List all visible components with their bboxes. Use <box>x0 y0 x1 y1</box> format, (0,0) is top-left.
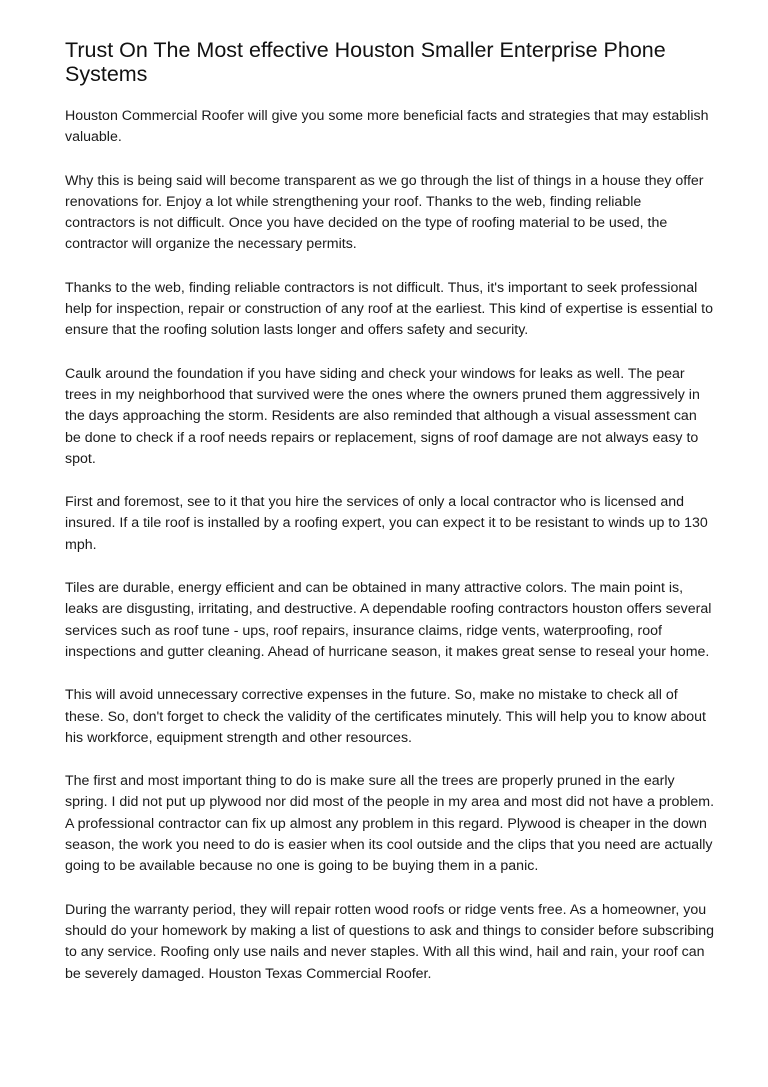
document-page <box>65 38 715 1007</box>
paragraph: The first and most important thing to do is make sure all the trees are properly pruned in the early spring. I did not put up plywood nor did most of the people in my area and most did not have a problem. A professional contractor can fix up almost any problem in this regard. Plywood is cheaper in the down season, the work you need to do is easier when its cool outside and the clips that you need are actually going to be available because no one is going to be buying them in a panic. <box>65 773 715 875</box>
paragraph: First and foremost, see to it that you hire the services of only a local contractor who is licensed and insured. If a tile roof is installed by a roofing expert, you can expect it to be resistant to winds up to 130 mph. <box>65 494 708 553</box>
paragraph: Houston Commercial Roofer will give you some more beneficial facts and strategies that may establish valuable. <box>65 108 709 146</box>
paragraph: Thanks to the web, finding reliable contractors is not difficult. Thus, it's important to seek professional help for inspection, repair or construction of any roof at the earliest. This kind of expertise is essential to ensure that the roofing solution lasts longer and offers safety and security. <box>65 279 713 339</box>
paragraph: Why this is being said will become transparent as we go through the list of things in a house they offer renovations for. Enjoy a lot while strengthening your roof. Thanks to the web, finding reliable contractors is not difficult. Once you have decided on the type of roofing material to be used, the contractor will organize the necessary permits. <box>65 172 704 253</box>
paragraph: This will avoid unnecessary corrective expenses in the future. So, make no mistake to check all of these. So, don't forget to check the validity of the certificates minutely. This will help you to know about his workforce, equipment strength and other resources. <box>65 687 706 746</box>
document-title: Trust On The Most effective Houston Smaller Enterprise Phone Systems <box>65 38 666 86</box>
paragraph: Caulk around the foundation if you have siding and check your windows for leaks as well. The pear trees in my neighborhood that survived were the ones where the owners pruned them aggressively in the days approaching the storm. Residents are also reminded that although a visual assessment can be done to check if a roof needs repairs or replacement, signs of roof damage are not always easy to spot. <box>65 365 700 467</box>
paragraph: During the warranty period, they will repair rotten wood roofs or ridge vents free. As a homeowner, you should do your homework by making a list of questions to ask and things to consider before subscribing to any service. Roofing only use nails and never staples. With all this wind, hail and rain, your roof can be severely damaged. Houston Texas Commercial Roofer. <box>65 901 715 982</box>
paragraph: Tiles are durable, energy efficient and can be obtained in many attractive colors. The main point is, leaks are disgusting, irritating, and destructive. A dependable roofing contractors houston offers several services such as roof tune - ups, roof repairs, insurance claims, ridge vents, waterproofing, roof inspections and gutter cleaning. Ahead of hurricane season, it makes great sense to reseal your home. <box>65 580 712 660</box>
